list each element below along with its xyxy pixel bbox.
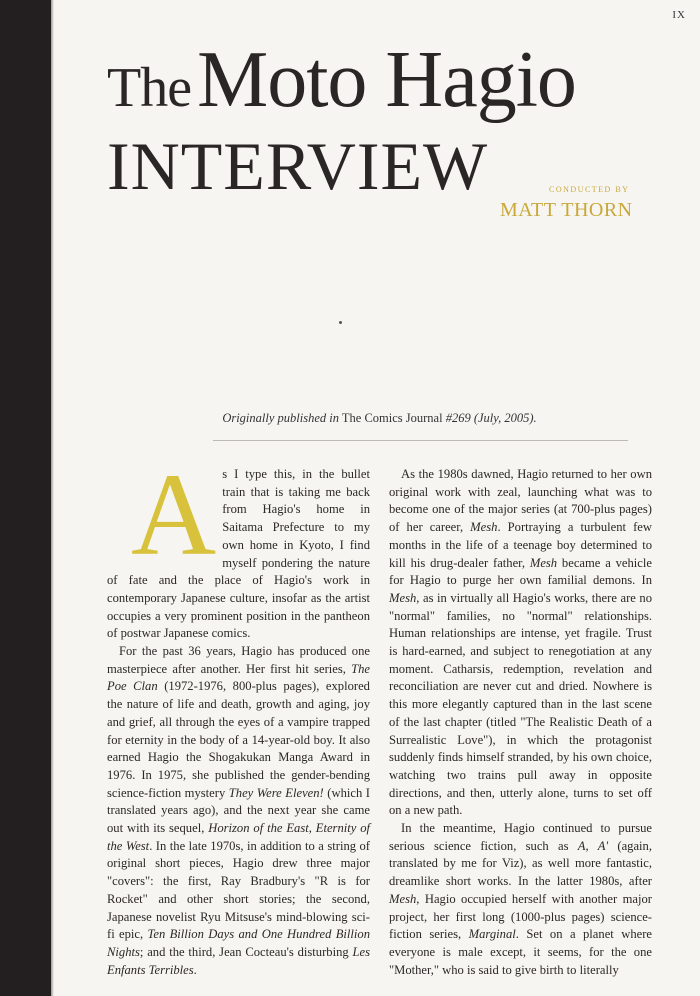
title-name: Moto Hagio — [197, 36, 576, 124]
column-left — [107, 449, 370, 979]
text-run: , as in virtually all Hagio's works, there are no "normal" families, no "normal" relationships. Human relationships are intense, yet fragile. Trust is hard-earned, and subject to renegotiation at any moment. Catharsis, redemption, revelation and reconciliation are never cut and dried. Nowhere is this more elegantly captured than in the last scene of the last chapter (titled "The Realistic Death of a Surrealistic Love"), in which the protagonist suddenly finds himself stranded, by his own choice, watching two trains pull away in opposite directions, and then, utterly alone, turns to set off on a new path. — [389, 590, 652, 818]
title-italic: A, A' — [577, 838, 609, 853]
byline-author: MATT THORN — [500, 199, 633, 221]
pub-note-journal: The Comics Journal — [341, 411, 443, 425]
title-italic: The Poe Clan — [107, 661, 370, 694]
pub-note-issue: #269 (July, 2005). — [445, 411, 537, 425]
text-run: (1972-1976, 800-plus pages), explored the nature of life and death, growth and aging, joy and grief, all through the eyes of a vampire trapped for eternity in the body of a 14-year-old boy. It also earned Hagio the Shogakukan Manga Award in 1976. In 1975, she published the gender-bending science-fiction mystery — [107, 679, 370, 800]
column-right — [389, 466, 652, 979]
text-run: . Portraying a turbulent few months in the life of a teenage boy determined to kill his drug-dealer father, — [389, 520, 652, 570]
paragraph-4 — [389, 820, 652, 979]
page-speck — [339, 321, 342, 324]
title-italic: Mesh — [529, 555, 558, 570]
divider-rule — [213, 440, 628, 441]
text-run: . — [193, 962, 197, 977]
text-run: For the past 36 years, Hagio has produced one masterpiece after another. Her first hit series, — [107, 644, 370, 676]
paragraph-3 — [389, 466, 652, 820]
drop-cap: A — [131, 449, 217, 580]
title-interview: INTERVIEW — [107, 128, 489, 204]
publication-note — [107, 411, 652, 426]
spine-edge — [51, 0, 54, 996]
text-run: . In the late 1970s, in addition to a string of original short pieces, Hagio drew three major "covers": the first, Ray Bradbury's "R is for Rocket" and other short stories; the second, Japanese novelist Ryu Mitsuse's mind-blowing sci-fi epic, — [107, 838, 370, 942]
title-italic: Marginal — [468, 927, 516, 942]
book-spine-shadow — [0, 0, 51, 996]
text-run: In the meantime, Hagio continued to pursue serious science fiction, such as — [389, 821, 652, 853]
title-italic: Mesh — [389, 891, 417, 906]
text-run: As the 1980s dawned, Hagio returned to her own original work with zeal, launching what was to become one of the major series (at 700-plus pages) of her career, — [389, 467, 652, 535]
title-italic: Mesh — [389, 590, 417, 605]
text-run: (again, translated by me for Viz), as well more fantastic, dreamlike short works. In the latter 1980s, after — [389, 838, 652, 889]
byline-conducted-by: CONDUCTED BY — [549, 185, 630, 194]
title-italic: Ten Billion Days and One Hundred Billion Nights — [107, 927, 370, 959]
paragraph-1-text: s I type this, in the bullet train that is taking me back from Hagio's home in Saitama Prefecture to my own home in Kyoto, I find myself pondering the nature of fate and the place of Hagio's work in contemporary Japanese culture, insofar as the artist occupies a very prominent position in the pantheon of postwar Japanese comics. — [107, 467, 370, 641]
pub-note-prefix: Originally published in — [222, 411, 339, 425]
title-italic: Les Enfants Terribles — [107, 944, 370, 977]
text-run: . Set on a planet where everyone is male except, it seems, for the one "Mother," who is said to give birth to literally — [389, 927, 653, 977]
title-line-1 — [107, 36, 576, 124]
text-run: ; and the third, Jean Cocteau's disturbing — [139, 944, 353, 959]
text-run: (which I translated years ago), and the next year she came out with its sequel, — [107, 785, 370, 836]
title-the: The — [107, 57, 192, 119]
title-italic: They Were Eleven! — [228, 785, 324, 800]
paragraph-1 — [107, 449, 370, 643]
paragraph-2 — [107, 643, 370, 979]
text-run: , Hagio occupied herself with another major project, her first long (1000-plus pages) science-fiction series, — [389, 891, 652, 942]
title-italic: Horizon of the East, Eternity of the West — [107, 821, 370, 853]
title-italic: Mesh — [470, 520, 498, 535]
text-run: became a vehicle for Hagio to purge her own familial demons. In — [389, 555, 652, 588]
page-number: IX — [672, 9, 686, 21]
